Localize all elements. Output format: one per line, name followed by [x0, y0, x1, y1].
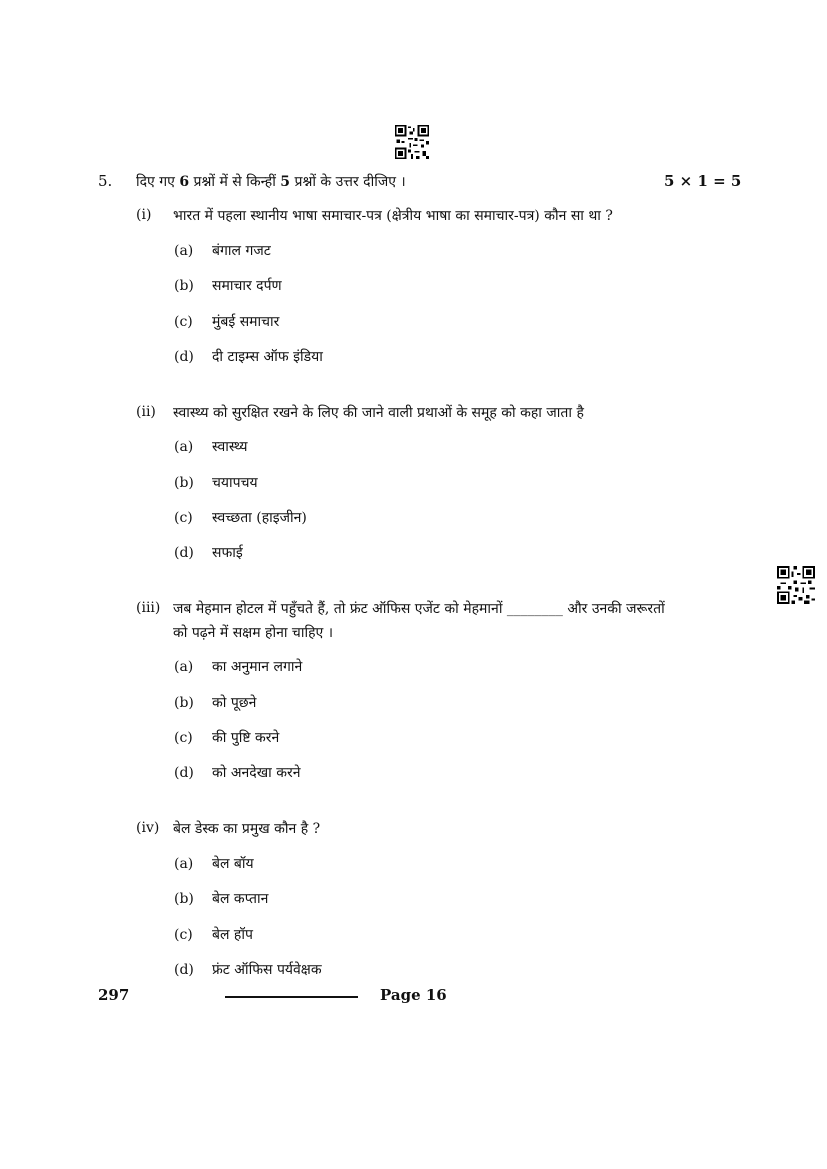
option-text: का अनुमान लगाने: [212, 659, 303, 675]
subquestion-text-line1: जब मेहमान होटल में पहुँचते हैं, तो फ्रंट ऑफिस एजेंट को मेहमानों ________ और उनकी जरूरतों: [173, 601, 665, 617]
option-label: (a): [174, 243, 194, 259]
instruction-text-2: प्रश्नों में से किन्हीं: [189, 174, 281, 190]
option-label: (d): [174, 545, 194, 561]
option-text: को अनदेखा करने: [212, 765, 301, 781]
option-text: स्वास्थ्य: [212, 439, 248, 455]
instruction-count-bold: 6: [179, 174, 190, 190]
paper-code: 297: [98, 986, 130, 1004]
side-qr-code-icon: [777, 566, 815, 604]
option-text: चयापचय: [212, 475, 258, 491]
option-label: (c): [174, 510, 193, 526]
option-text: स्वच्छता (हाइजीन): [212, 510, 307, 526]
option-text: को पूछने: [212, 695, 257, 711]
option-label: (b): [174, 891, 194, 907]
option-text: बेल हॉप: [212, 927, 253, 943]
subquestion-label: (i): [136, 207, 152, 223]
option-text: की पुष्टि करने: [212, 730, 280, 746]
subquestion-label: (ii): [136, 404, 156, 420]
subquestion-text: भारत में पहला स्थानीय भाषा समाचार-पत्र (क्षेत्रीय भाषा का समाचार-पत्र) कौन सा था ?: [173, 208, 613, 224]
subquestion-text: स्वास्थ्य को सुरक्षित रखने के लिए की जाने वाली प्रथाओं के समूह को कहा जाता है: [173, 405, 584, 421]
option-label: (c): [174, 927, 193, 943]
instruction-text-1: दिए गए: [136, 174, 180, 190]
question-number: 5.: [98, 172, 113, 190]
instruction-attempt-bold: 5: [280, 174, 291, 190]
subquestion-label: (iii): [136, 600, 161, 616]
option-label: (a): [174, 856, 194, 872]
option-text: समाचार दर्पण: [212, 278, 282, 294]
question-instruction: [136, 172, 406, 191]
option-label: (c): [174, 314, 193, 330]
option-text: दी टाइम्स ऑफ इंडिया: [212, 349, 323, 365]
option-text: सफाई: [212, 545, 243, 561]
footer-divider: [225, 996, 358, 998]
top-qr-code-icon: [395, 125, 429, 159]
subquestion-text: बेल डेस्क का प्रमुख कौन है ?: [173, 821, 321, 837]
option-text: मुंबई समाचार: [212, 314, 280, 330]
page-number: Page 16: [380, 986, 447, 1004]
option-label: (d): [174, 349, 194, 365]
option-label: (c): [174, 730, 193, 746]
marks-allocation: 5 × 1 = 5: [664, 172, 742, 190]
option-label: (b): [174, 475, 194, 491]
instruction-text-3: प्रश्नों के उत्तर दीजिए ।: [290, 174, 406, 190]
option-text: फ्रंट ऑफिस पर्यवेक्षक: [212, 962, 322, 978]
option-label: (d): [174, 765, 194, 781]
subquestion-text-line2: को पढ़ने में सक्षम होना चाहिए ।: [173, 625, 334, 641]
subquestion-label: (iv): [136, 820, 160, 836]
option-label: (a): [174, 659, 194, 675]
option-text: बेल कप्तान: [212, 891, 269, 907]
option-label: (a): [174, 439, 194, 455]
option-label: (b): [174, 278, 194, 294]
option-label: (b): [174, 695, 194, 711]
option-text: बंगाल गजट: [212, 243, 271, 259]
option-text: बेल बॉय: [212, 856, 254, 872]
option-label: (d): [174, 962, 194, 978]
